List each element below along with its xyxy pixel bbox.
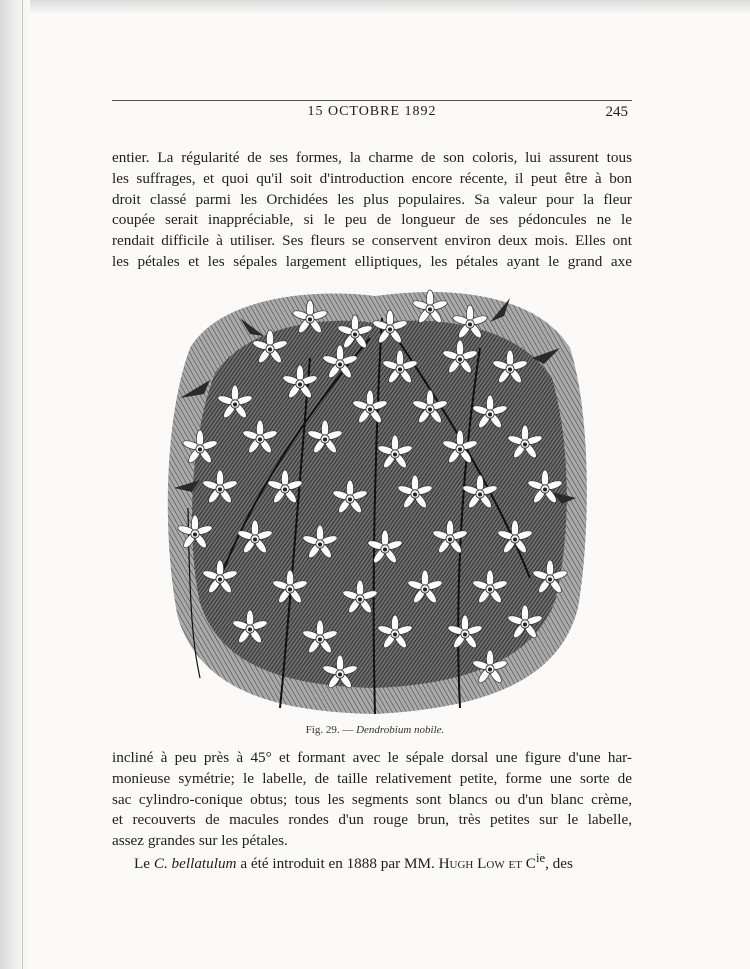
paragraph-3 bbox=[112, 848, 632, 875]
caption-species-name: Dendrobium nobile. bbox=[356, 724, 445, 736]
text-line: monieuse symétrie; le labelle, de taille relativement petite, forme une sorte de bbox=[112, 769, 632, 787]
text-line: coupée serait inappréciable, si le peu de longueur de ses pédoncules ne le bbox=[112, 211, 632, 229]
text-line: incliné à peu près à 45° et formant avec le sépale dorsal une figure d'une har- bbox=[112, 749, 632, 766]
paragraph-3-tail: , des bbox=[545, 855, 573, 873]
running-header bbox=[112, 100, 632, 123]
dendrobium-illustration bbox=[160, 278, 590, 718]
importer-names: Hugh Low et C bbox=[438, 855, 536, 873]
text-line: rendait difficile à utiliser. Ses fleurs se conservent environ deux mois. Elles ont bbox=[112, 232, 632, 250]
orchid-engraving-figure bbox=[160, 278, 590, 718]
page-top-edge bbox=[0, 0, 750, 14]
paragraph-3-middle: a été introduit en 1888 par MM. bbox=[240, 855, 435, 873]
text-line: les suffrages, et quoi qu'il soit d'introduction encore récente, il peut être à bon bbox=[112, 169, 632, 187]
text-line: et recouverts de macules rondes d'un rouge brun, très petites sur le labelle, bbox=[112, 811, 632, 829]
paragraph-3-lead: Le bbox=[134, 855, 151, 873]
paragraph-2 bbox=[112, 748, 632, 852]
book-binding-shadow bbox=[0, 0, 30, 969]
figure-caption bbox=[0, 724, 750, 736]
text-line: droit classé parmi les Orchidées les plus populaires. Sa valeur pour la fleur bbox=[112, 190, 632, 208]
caption-figure-number: Fig. 29. — bbox=[305, 724, 354, 736]
species-name: C. bellatulum bbox=[153, 855, 237, 873]
paragraph-1 bbox=[112, 148, 632, 273]
text-line: entier. La régularité de ses formes, la charme de son coloris, lui assurent tous bbox=[112, 149, 632, 166]
importer-names-superscript: ie bbox=[535, 851, 546, 865]
text-line: les pétales et les sépales largement elliptiques, les pétales ayant le grand axe bbox=[112, 252, 632, 270]
book-binding-edge bbox=[22, 0, 23, 969]
text-line: assez grandes sur les pétales. bbox=[112, 832, 288, 850]
text-line: sac cylindro-conique obtus; tous les segments sont blancs ou d'un blanc crème, bbox=[112, 790, 632, 808]
page-number: 245 bbox=[605, 104, 628, 120]
header-date: 15 OCTOBRE 1892 bbox=[307, 104, 437, 119]
